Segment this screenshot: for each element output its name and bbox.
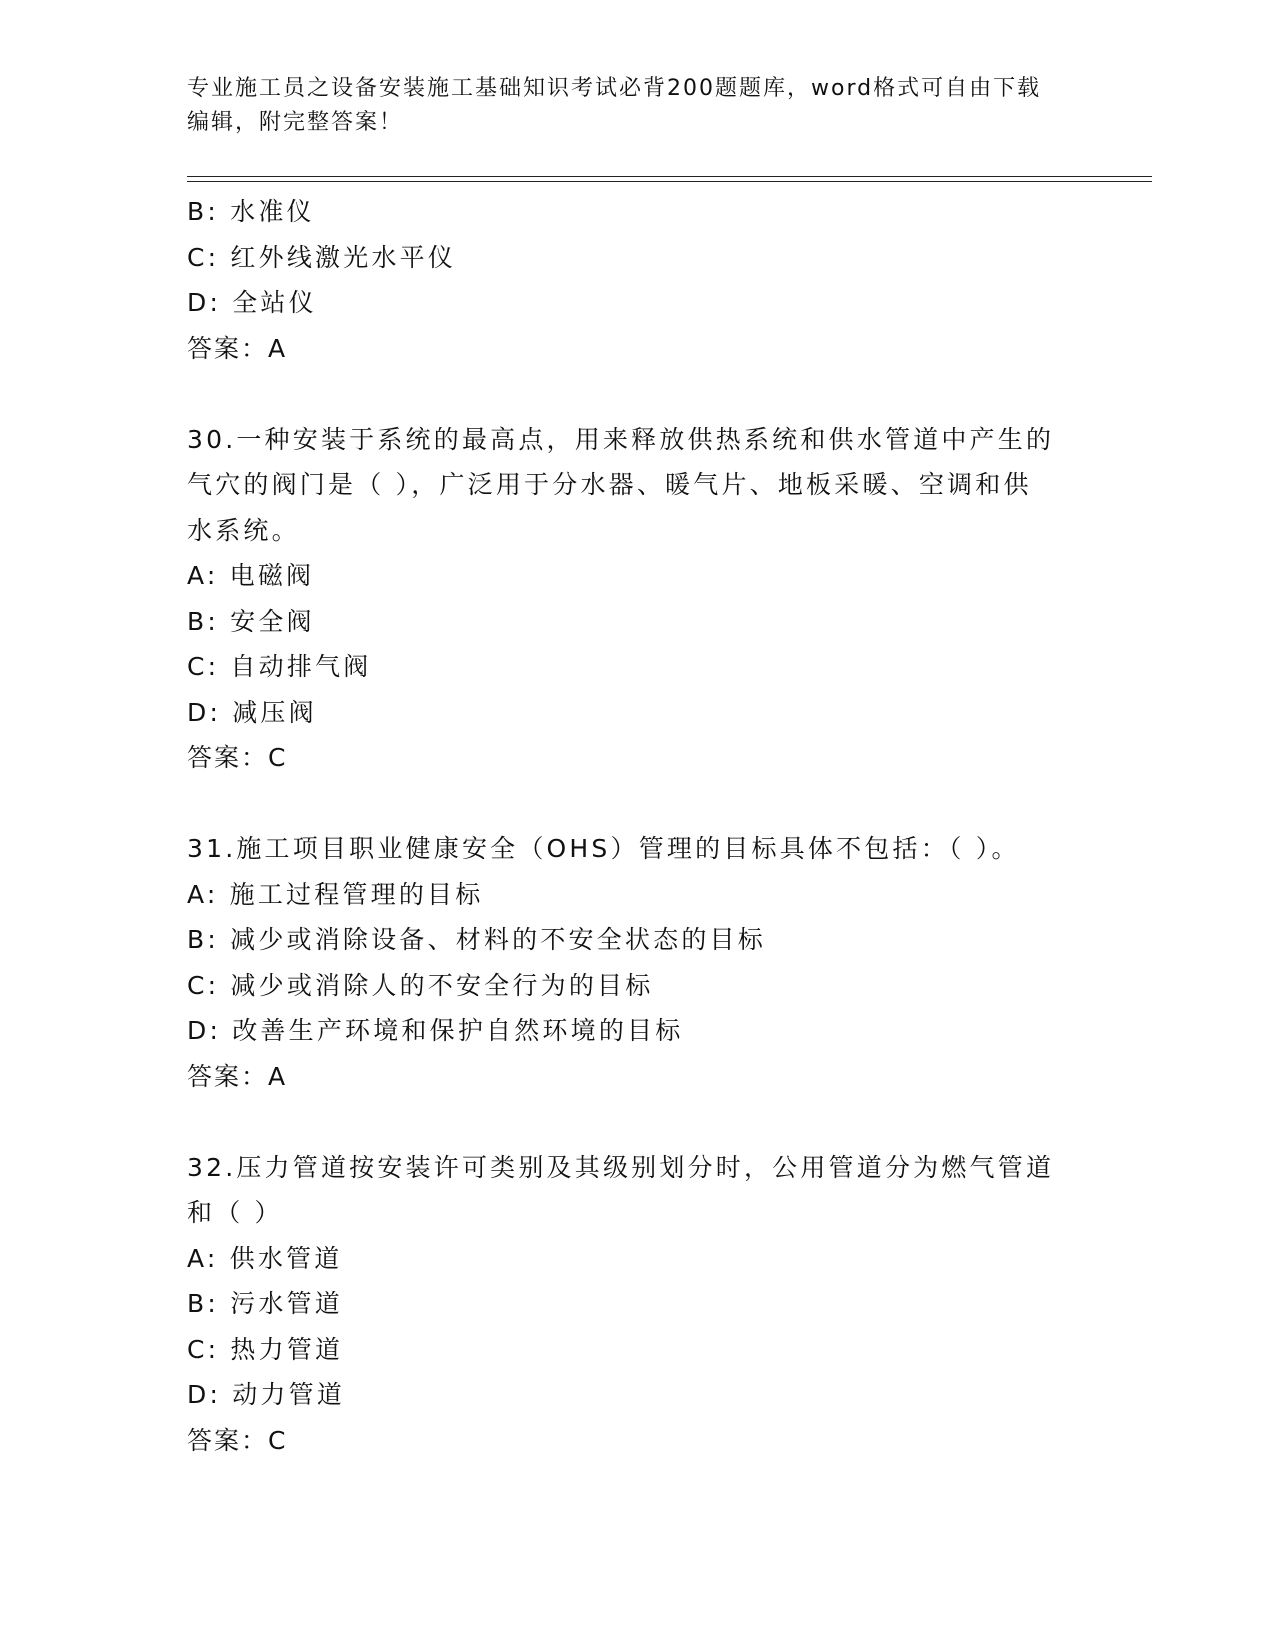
question-stem-line-1: 31.施工项目职业健康安全（OHS）管理的目标具体不包括：（ ）。 — [187, 834, 1020, 863]
option-c: C: 减少或消除人的不安全行为的目标 — [187, 970, 654, 1000]
spacer — [187, 781, 1087, 827]
question-block-30 — [187, 417, 1087, 781]
answer-line: 答案：C — [187, 1425, 288, 1455]
header-title-line-2: 编辑，附完整答案！ — [187, 110, 404, 135]
option-b: B: 减少或消除设备、材料的不安全状态的目标 — [187, 925, 766, 954]
option-d: D: 全站仪 — [187, 288, 317, 317]
question-block-31 — [187, 826, 1087, 1099]
option-c: C: 热力管道 — [187, 1334, 344, 1364]
option-c: C: 自动排气阀 — [187, 652, 372, 681]
question-stem-line-1: 30.一种安装于系统的最高点，用来释放供热系统和供水管道中产生的 — [187, 424, 1055, 454]
question-block-29 — [187, 189, 1087, 371]
spacer — [187, 1099, 1087, 1145]
answer-line: 答案：A — [187, 333, 288, 363]
question-stem-line-2: 和（ ） — [187, 1198, 283, 1227]
answer-line: 答案：A — [187, 1061, 288, 1091]
document-body — [187, 189, 1087, 1463]
document-header — [187, 72, 1087, 140]
option-b: B: 水准仪 — [187, 197, 315, 226]
header-divider-bottom — [187, 181, 1152, 182]
header-title-line-1: 专业施工员之设备安装施工基础知识考试必背200题题库，word格式可自由下载 — [187, 76, 1042, 101]
option-b: B: 安全阀 — [187, 606, 315, 636]
answer-line: 答案：C — [187, 743, 288, 772]
option-c: C: 红外线激光水平仪 — [187, 242, 457, 272]
question-stem-line-2: 气穴的阀门是（ ），广泛用于分水器、暖气片、地板采暖、空调和供 — [187, 470, 1032, 499]
option-d: D: 改善生产环境和保护自然环境的目标 — [187, 1016, 684, 1045]
question-stem-line-3: 水系统。 — [187, 515, 300, 545]
option-a: A: 电磁阀 — [187, 561, 315, 590]
option-b: B: 污水管道 — [187, 1289, 343, 1318]
option-d: D: 减压阀 — [187, 697, 317, 727]
spacer — [187, 371, 1087, 417]
option-d: D: 动力管道 — [187, 1380, 346, 1409]
header-divider-top — [187, 176, 1152, 177]
option-a: A: 供水管道 — [187, 1243, 343, 1273]
question-stem-line-1: 32.压力管道按安装许可类别及其级别划分时，公用管道分为燃气管道 — [187, 1152, 1055, 1182]
option-a: A: 施工过程管理的目标 — [187, 879, 484, 909]
question-block-32 — [187, 1145, 1087, 1464]
